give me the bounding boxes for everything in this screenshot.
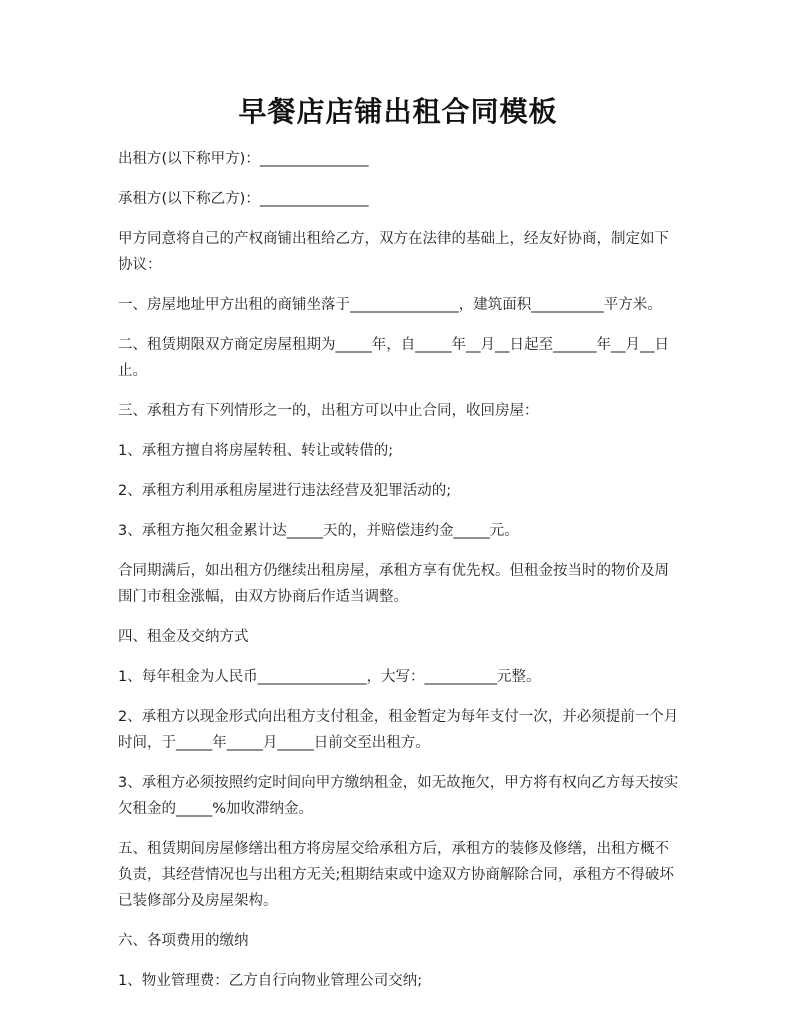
clause-6-heading: 六、各项费用的缴纳 [118,933,249,949]
renewal-paragraph: 合同期满后，如出租方仍继续出租房屋，承租方享有优先权。但租金按当时的物价及周围门市租金涨幅，由双方协商后作适当调整。 [118,563,669,605]
party-b-line: 承租方(以下称乙方)：_______________ [118,191,369,207]
clause-5-repairs: 五、租赁期间房屋修缮出租方将房屋交给承租方后，承租方的装修及修缮，出租方概不负责，其经营情况也与出租方无关;租期结束或中途双方协商解除合同，承租方不得破坏已装修部分及房屋架构。 [118,841,674,909]
clause-4-item-2: 2、承租方以现金形式向出租方支付租金，租金暂定为每年支付一次，并必须提前一个月时间，于_____年_____月_____日前交至出租方。 [118,709,679,751]
clause-4-item-3: 3、承租方必须按照约定时间向甲方缴纳租金，如无故拖欠，甲方将有权向乙方每天按实欠租金的_____%加收滞纳金。 [118,775,679,817]
intro-paragraph: 甲方同意将自己的产权商铺出租给乙方，双方在法律的基础上，经友好协商，制定如下协议： [118,231,669,273]
party-a-line: 出租方(以下称甲方)：_______________ [118,151,369,167]
clause-1-address: 一、房屋地址甲方出租的商铺坐落于_______________，建筑面积__________平方米。 [118,297,662,313]
clause-2-term: 二、租赁期限双方商定房屋租期为_____年，自_____年__月__日起至______年__月__日止。 [118,337,669,379]
clause-4-item-1: 1、每年租金为人民币_______________，大写：__________元整。 [118,669,541,685]
clause-3-item-1: 1、承租方擅自将房屋转租、转让或转借的; [118,443,394,459]
clause-4-heading: 四、租金及交纳方式 [118,629,249,645]
clause-3-item-2: 2、承租方利用承租房屋进行违法经营及犯罪活动的; [118,483,452,499]
document-body [118,146,680,1008]
clause-6-item-1: 1、物业管理费：乙方自行向物业管理公司交纳; [118,973,423,989]
document-title: 早餐店店铺出租合同模板 [238,95,558,128]
clause-3-heading: 三、承租方有下列情形之一的，出租方可以中止合同，收回房屋： [118,403,539,419]
clause-3-item-3: 3、承租方拖欠租金累计达_____天的，并赔偿违约金_____元。 [118,523,519,539]
